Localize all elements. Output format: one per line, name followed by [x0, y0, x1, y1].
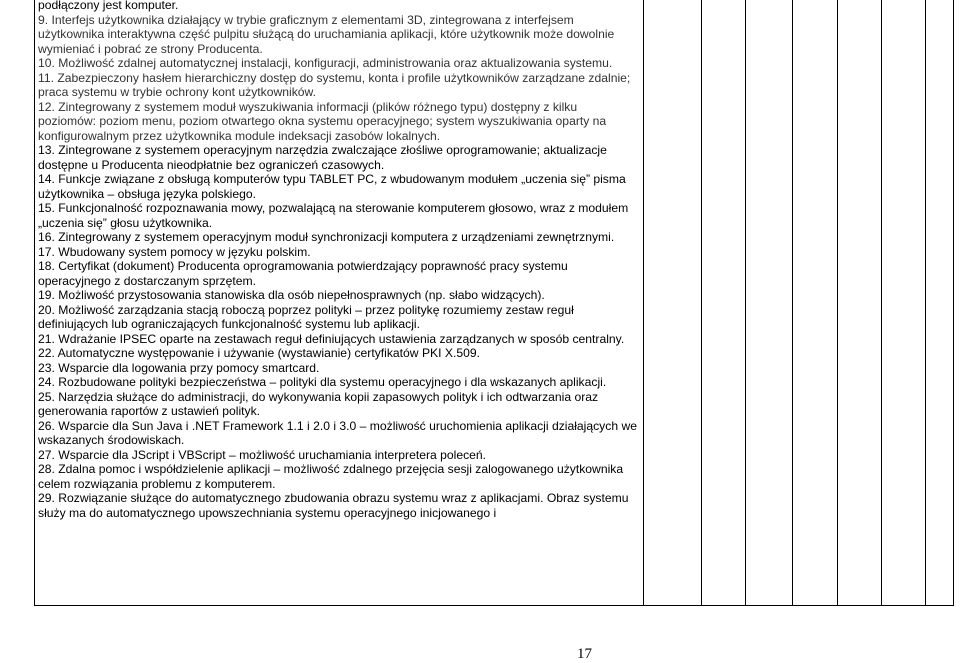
page-number: 17 — [577, 646, 592, 662]
column-divider — [837, 0, 838, 606]
column-divider — [745, 0, 746, 606]
requirement-paragraph: 21. Wdrażanie IPSEC oparte na zestawach reguł definiujących ustawienia zarządzanych w sposób centralny. — [38, 331, 625, 346]
requirement-paragraph: 14. Funkcje związane z obsługą komputerów typu TABLET PC, z wbudowanym modułem „uczenia się” pisma użytkownika – obsługa języka polskiego. — [38, 172, 626, 201]
requirement-paragraph: 17. Wbudowany system pomocy w języku polskim. — [38, 244, 311, 259]
requirement-paragraph: 16. Zintegrowany z systemem operacyjnym moduł synchronizacji komputera z urządzeniami zewnętrznymi. — [38, 230, 615, 244]
requirement-paragraph: 12. Zintegrowany z systemem moduł wyszukiwania informacji (plików różnego typu) dostępny z kilku poziomów: poziom menu, poziom otwartego okna systemu operacyjnego; system wyszukiwania oparty na konfigurowalnym przez użytkownika module indeksacji zasobów lokalnych. — [38, 99, 607, 143]
requirement-paragraph: 26. Wsparcie dla Sun Java i .NET Framework 1.1 i 2.0 i 3.0 – możliwość uruchomienia aplikacji działających we wskazanych środowiskach. — [38, 418, 637, 447]
requirement-paragraph: 10. Możliwość zdalnej automatycznej instalacji, konfiguracji, administrowania oraz aktualizowania systemu. — [38, 56, 613, 70]
requirement-paragraph: 22. Automatyczne występowanie i używanie (wystawianie) certyfikatów PKI X.509. — [38, 346, 480, 360]
requirements-text-cell — [38, 0, 638, 520]
requirement-paragraph: 15. Funkcjonalność rozpoznawania mowy, pozwalającą na sterowanie komputerem głosowo, wraz z modułem „uczenia się” głosu użytkownika. — [38, 201, 629, 230]
requirement-paragraph: 27. Wsparcie dla JScript i VBScript – możliwość uruchamiania interpretera poleceń. — [38, 447, 487, 462]
requirement-paragraph: 23. Wsparcie dla logowania przy pomocy smartcard. — [38, 360, 320, 375]
requirement-paragraph: 9. Interfejs użytkownika działający w trybie graficznym z elementami 3D, zintegrowana z interfejsem użytkownika interaktywna część pulpitu służącą do uruchamiania aplikacji, które użytkownik może dowolnie wymieniać i pobrać ze strony Producenta. — [38, 12, 615, 56]
requirement-paragraph: 20. Możliwość zarządzania stacją roboczą poprzez polityki – przez politykę rozumiemy zestaw reguł definiujących lub ograniczających funkcjonalność systemu lub aplikacji. — [38, 302, 574, 331]
requirement-paragraph: 29. Rozwiązanie służące do automatycznego zbudowania obrazu systemu wraz z aplikacjami. Obraz systemu służy ma do automatycznego upowszechniania systemu operacyjnego inicjowanego i — [38, 491, 629, 520]
column-divider — [792, 0, 793, 606]
requirement-paragraph: 24. Rozbudowane polityki bezpieczeństwa – polityki dla systemu operacyjnego i dla wskazanych aplikacji. — [38, 375, 607, 389]
column-divider — [925, 0, 926, 606]
requirement-paragraph: 18. Certyfikat (dokument) Producenta oprogramowania potwierdzający poprawność pracy systemu operacyjnego z dostarczanym sprzętem. — [38, 259, 568, 288]
column-divider — [701, 0, 702, 606]
requirement-paragraph: podłączony jest komputer. — [38, 0, 179, 12]
column-divider — [643, 0, 644, 606]
requirement-paragraph: 11. Zabezpieczony hasłem hierarchiczny dostęp do systemu, konta i profile użytkowników zarządzane zdalnie; praca systemu w trybie ochrony kont użytkowników. — [38, 70, 631, 99]
requirement-paragraph: 19. Możliwość przystosowania stanowiska dla osób niepełnosprawnych (np. słabo widzących). — [38, 288, 545, 302]
requirement-paragraph: 25. Narzędzia służące do administracji, do wykonywania kopii zapasowych polityk i ich odtwarzania oraz generowania raportów z ustawień polityk. — [38, 389, 599, 418]
requirement-paragraph: 13. Zintegrowane z systemem operacyjnym narzędzia zwalczające złośliwe oprogramowanie; aktualizacje dostępne u Producenta nieodpłatnie bez ograniczeń czasowych. — [38, 143, 607, 172]
column-divider — [953, 0, 954, 606]
column-divider — [881, 0, 882, 606]
requirement-paragraph: 28. Zdalna pomoc i współdzielenie aplikacji – możliwość zdalnego przejęcia sesji zalogowanego użytkownika celem rozwiązania problemu z komputerem. — [38, 462, 624, 491]
